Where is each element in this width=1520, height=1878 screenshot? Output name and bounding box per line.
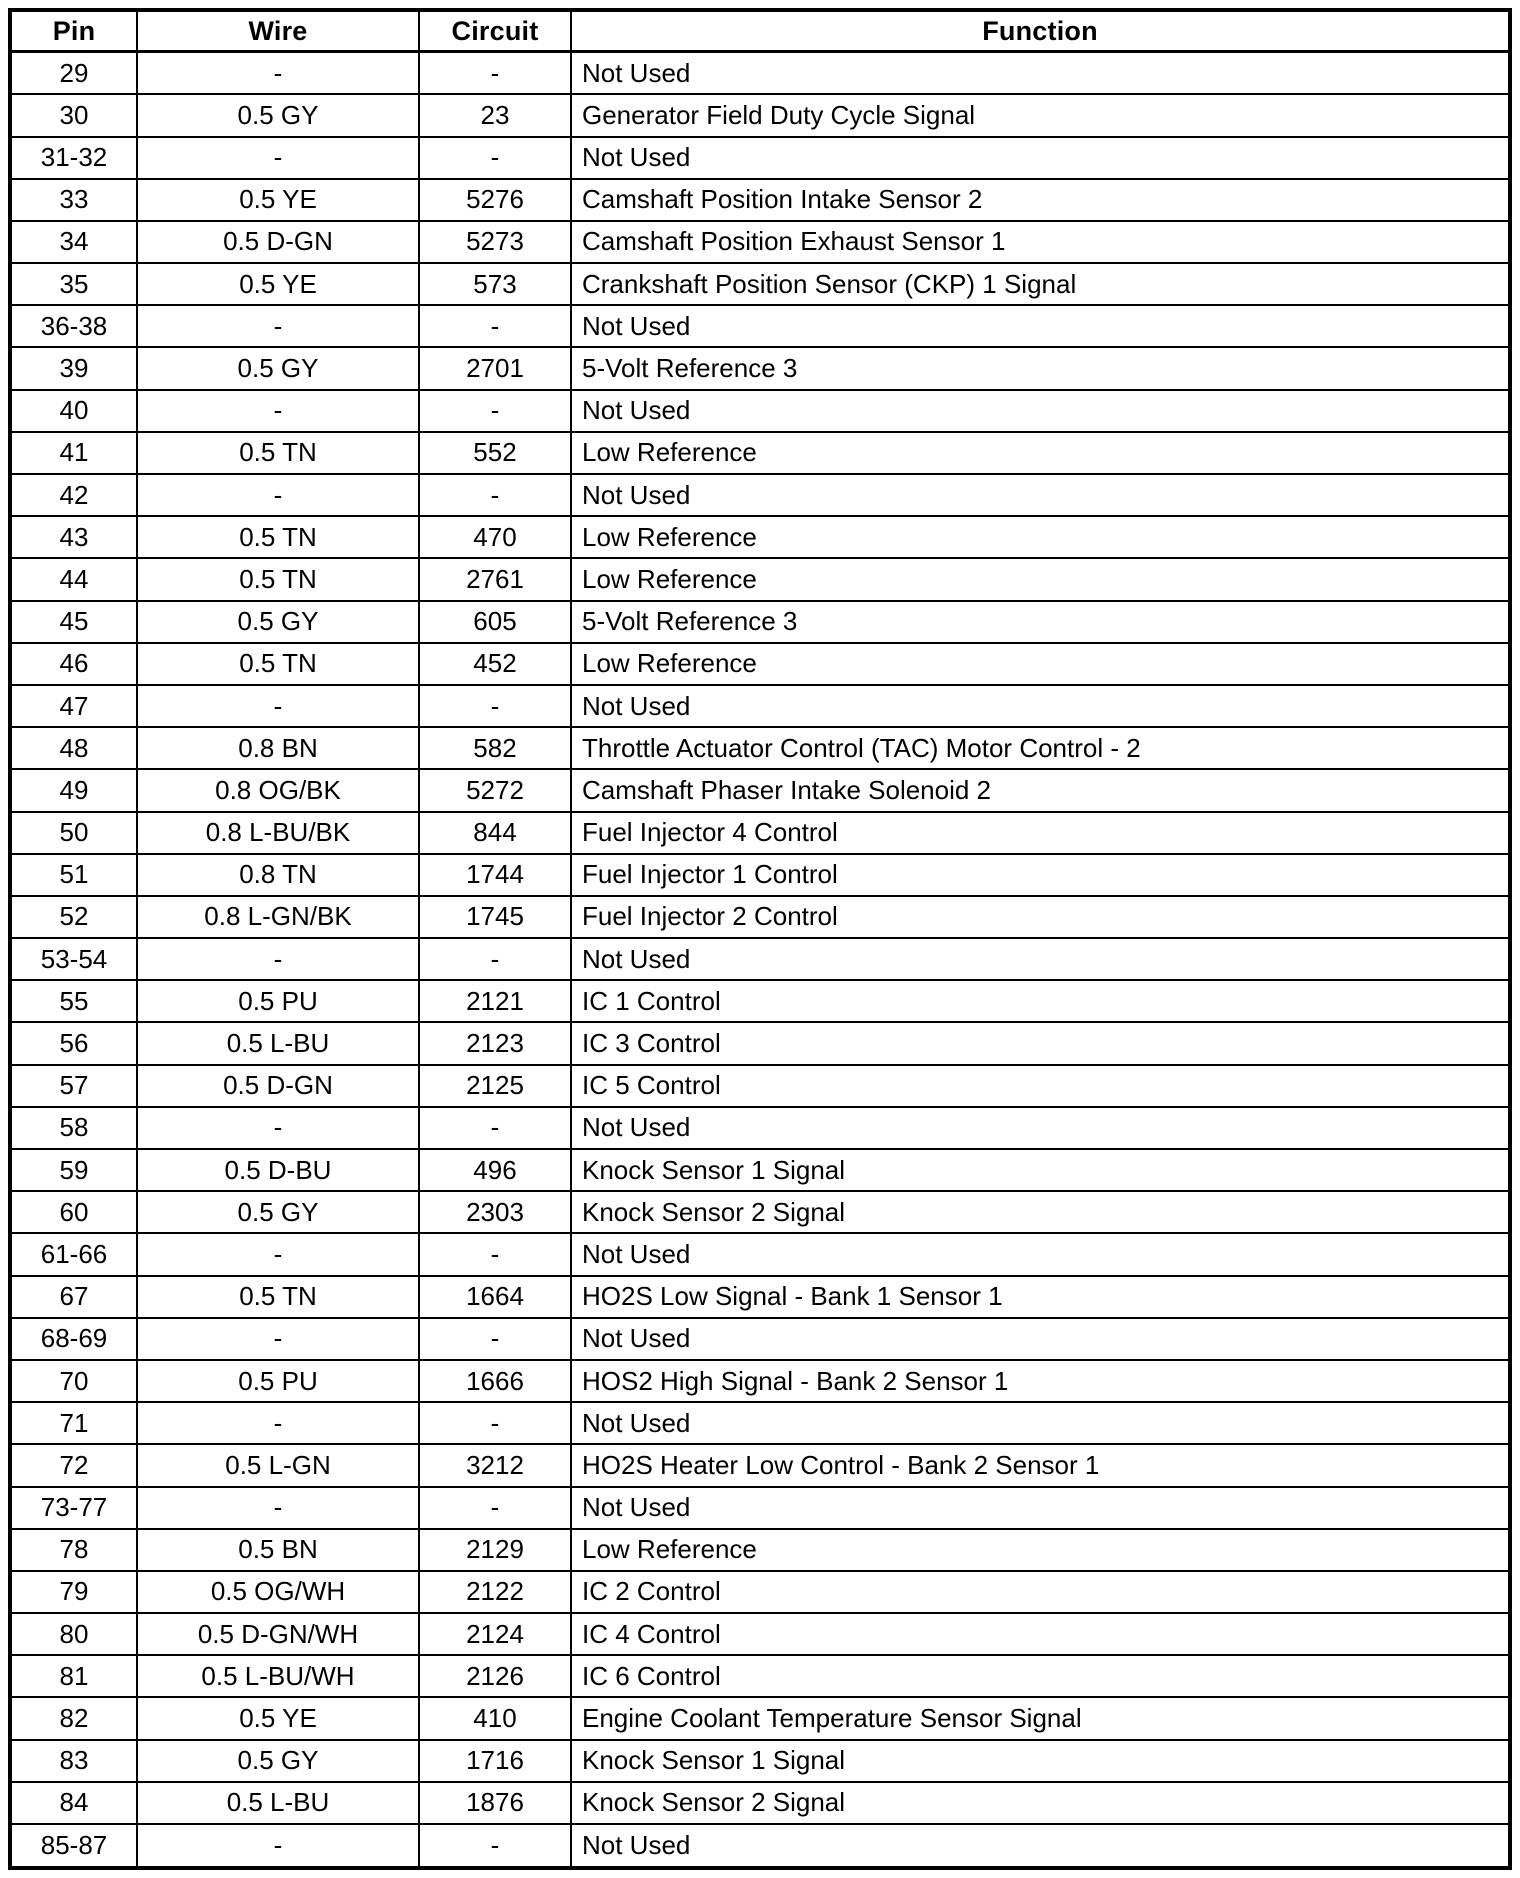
table-row: [10, 390, 1510, 432]
pin-cell: 81: [10, 1655, 137, 1697]
circuit-cell: 470: [419, 516, 571, 558]
function-cell: Engine Coolant Temperature Sensor Signal: [571, 1697, 1510, 1739]
pin-cell: 40: [10, 390, 137, 432]
wire-cell: 0.5 BN: [137, 1529, 419, 1571]
circuit-cell: 410: [419, 1697, 571, 1739]
wire-cell: 0.5 TN: [137, 558, 419, 600]
table-row: [10, 474, 1510, 516]
circuit-cell: -: [419, 1107, 571, 1149]
table-row: [10, 305, 1510, 347]
pin-cell: 80: [10, 1613, 137, 1655]
table-row: [10, 938, 1510, 980]
wire-cell: 0.8 BN: [137, 727, 419, 769]
function-cell: Low Reference: [571, 516, 1510, 558]
circuit-cell: 23: [419, 94, 571, 136]
wire-cell: 0.5 OG/WH: [137, 1571, 419, 1613]
wire-cell: 0.5 D-GN/WH: [137, 1613, 419, 1655]
function-cell: Knock Sensor 2 Signal: [571, 1782, 1510, 1824]
table-row: [10, 1740, 1510, 1782]
column-header-wire: Wire: [137, 10, 419, 52]
circuit-cell: -: [419, 938, 571, 980]
function-cell: Camshaft Phaser Intake Solenoid 2: [571, 769, 1510, 811]
function-cell: Not Used: [571, 390, 1510, 432]
pin-cell: 50: [10, 812, 137, 854]
pin-cell: 73-77: [10, 1487, 137, 1529]
wire-cell: 0.5 GY: [137, 1740, 419, 1782]
function-cell: Not Used: [571, 1487, 1510, 1529]
table-row: [10, 1107, 1510, 1149]
pin-cell: 67: [10, 1276, 137, 1318]
wire-cell: -: [137, 1318, 419, 1360]
pinout-table: [8, 8, 1512, 1870]
table-row: [10, 52, 1510, 95]
pin-cell: 59: [10, 1149, 137, 1191]
table-row: [10, 516, 1510, 558]
column-header-function: Function: [571, 10, 1510, 52]
table-row: [10, 221, 1510, 263]
table-row: [10, 812, 1510, 854]
function-cell: 5-Volt Reference 3: [571, 347, 1510, 389]
wire-cell: 0.8 L-GN/BK: [137, 896, 419, 938]
function-cell: Not Used: [571, 1824, 1510, 1868]
function-cell: Not Used: [571, 938, 1510, 980]
function-cell: Not Used: [571, 1107, 1510, 1149]
table-row: [10, 980, 1510, 1022]
function-cell: Not Used: [571, 685, 1510, 727]
pin-cell: 41: [10, 432, 137, 474]
wire-cell: -: [137, 1487, 419, 1529]
function-cell: Crankshaft Position Sensor (CKP) 1 Signal: [571, 263, 1510, 305]
pin-cell: 56: [10, 1022, 137, 1064]
table-row: [10, 1571, 1510, 1613]
function-cell: Camshaft Position Intake Sensor 2: [571, 179, 1510, 221]
table-row: [10, 685, 1510, 727]
circuit-cell: -: [419, 305, 571, 347]
pin-cell: 46: [10, 643, 137, 685]
pin-cell: 51: [10, 854, 137, 896]
function-cell: Not Used: [571, 1318, 1510, 1360]
function-cell: Low Reference: [571, 432, 1510, 474]
table-row: [10, 1782, 1510, 1824]
circuit-cell: 5276: [419, 179, 571, 221]
pin-cell: 34: [10, 221, 137, 263]
function-cell: Fuel Injector 4 Control: [571, 812, 1510, 854]
table-row: [10, 179, 1510, 221]
circuit-cell: 5272: [419, 769, 571, 811]
circuit-cell: 552: [419, 432, 571, 474]
table-row: [10, 601, 1510, 643]
pin-cell: 31-32: [10, 137, 137, 179]
pin-cell: 72: [10, 1444, 137, 1486]
function-cell: Not Used: [571, 1402, 1510, 1444]
function-cell: Knock Sensor 2 Signal: [571, 1191, 1510, 1233]
table-row: [10, 769, 1510, 811]
circuit-cell: 2303: [419, 1191, 571, 1233]
function-cell: HO2S Heater Low Control - Bank 2 Sensor 1: [571, 1444, 1510, 1486]
wire-cell: -: [137, 1107, 419, 1149]
wire-cell: -: [137, 1824, 419, 1868]
function-cell: Fuel Injector 2 Control: [571, 896, 1510, 938]
table-row: [10, 1276, 1510, 1318]
function-cell: Knock Sensor 1 Signal: [571, 1740, 1510, 1782]
table-body: [10, 52, 1510, 1869]
circuit-cell: 582: [419, 727, 571, 769]
pin-cell: 58: [10, 1107, 137, 1149]
header-row: [10, 10, 1510, 52]
wire-cell: 0.5 D-GN: [137, 221, 419, 263]
table-row: [10, 1022, 1510, 1064]
table-row: [10, 643, 1510, 685]
pin-cell: 52: [10, 896, 137, 938]
circuit-cell: 2126: [419, 1655, 571, 1697]
pin-cell: 39: [10, 347, 137, 389]
wire-cell: -: [137, 685, 419, 727]
table-row: [10, 1824, 1510, 1868]
function-cell: Not Used: [571, 137, 1510, 179]
table-row: [10, 1233, 1510, 1275]
function-cell: Low Reference: [571, 643, 1510, 685]
function-cell: Low Reference: [571, 558, 1510, 600]
wire-cell: -: [137, 305, 419, 347]
circuit-cell: -: [419, 1402, 571, 1444]
circuit-cell: -: [419, 1487, 571, 1529]
pin-cell: 29: [10, 52, 137, 95]
wire-cell: 0.5 TN: [137, 432, 419, 474]
table-row: [10, 1402, 1510, 1444]
column-header-circuit: Circuit: [419, 10, 571, 52]
circuit-cell: 2701: [419, 347, 571, 389]
circuit-cell: 605: [419, 601, 571, 643]
pin-cell: 57: [10, 1065, 137, 1107]
table-row: [10, 263, 1510, 305]
pin-cell: 48: [10, 727, 137, 769]
table-row: [10, 854, 1510, 896]
wire-cell: 0.5 TN: [137, 643, 419, 685]
wire-cell: -: [137, 1233, 419, 1275]
circuit-cell: 1744: [419, 854, 571, 896]
pin-cell: 85-87: [10, 1824, 137, 1868]
function-cell: IC 4 Control: [571, 1613, 1510, 1655]
function-cell: Camshaft Position Exhaust Sensor 1: [571, 221, 1510, 263]
table-row: [10, 1655, 1510, 1697]
pin-cell: 79: [10, 1571, 137, 1613]
table-row: [10, 727, 1510, 769]
wire-cell: -: [137, 1402, 419, 1444]
table-row: [10, 432, 1510, 474]
circuit-cell: -: [419, 52, 571, 95]
pin-cell: 53-54: [10, 938, 137, 980]
table-row: [10, 1360, 1510, 1402]
function-cell: IC 6 Control: [571, 1655, 1510, 1697]
column-header-pin: Pin: [10, 10, 137, 52]
function-cell: Not Used: [571, 474, 1510, 516]
function-cell: HO2S Low Signal - Bank 1 Sensor 1: [571, 1276, 1510, 1318]
wire-cell: 0.8 OG/BK: [137, 769, 419, 811]
wire-cell: -: [137, 137, 419, 179]
wire-cell: 0.5 L-BU: [137, 1022, 419, 1064]
wire-cell: 0.5 PU: [137, 980, 419, 1022]
wire-cell: -: [137, 390, 419, 432]
circuit-cell: 1664: [419, 1276, 571, 1318]
circuit-cell: 3212: [419, 1444, 571, 1486]
pin-cell: 61-66: [10, 1233, 137, 1275]
pin-cell: 60: [10, 1191, 137, 1233]
function-cell: IC 2 Control: [571, 1571, 1510, 1613]
pin-cell: 71: [10, 1402, 137, 1444]
wire-cell: -: [137, 474, 419, 516]
circuit-cell: 452: [419, 643, 571, 685]
table-row: [10, 137, 1510, 179]
wire-cell: 0.5 GY: [137, 347, 419, 389]
circuit-cell: -: [419, 474, 571, 516]
circuit-cell: -: [419, 1233, 571, 1275]
function-cell: 5-Volt Reference 3: [571, 601, 1510, 643]
wire-cell: 0.5 TN: [137, 516, 419, 558]
function-cell: Fuel Injector 1 Control: [571, 854, 1510, 896]
function-cell: Low Reference: [571, 1529, 1510, 1571]
table-row: [10, 1697, 1510, 1739]
pin-cell: 35: [10, 263, 137, 305]
wire-cell: 0.5 L-GN: [137, 1444, 419, 1486]
table-row: [10, 1613, 1510, 1655]
wire-cell: 0.5 L-BU: [137, 1782, 419, 1824]
circuit-cell: -: [419, 137, 571, 179]
table-row: [10, 1487, 1510, 1529]
table-row: [10, 1529, 1510, 1571]
function-cell: Knock Sensor 1 Signal: [571, 1149, 1510, 1191]
pin-cell: 55: [10, 980, 137, 1022]
wire-cell: 0.5 TN: [137, 1276, 419, 1318]
table-row: [10, 347, 1510, 389]
function-cell: Generator Field Duty Cycle Signal: [571, 94, 1510, 136]
pin-cell: 42: [10, 474, 137, 516]
table-row: [10, 1444, 1510, 1486]
wire-cell: 0.5 YE: [137, 263, 419, 305]
function-cell: IC 1 Control: [571, 980, 1510, 1022]
pin-cell: 33: [10, 179, 137, 221]
circuit-cell: 1876: [419, 1782, 571, 1824]
circuit-cell: 2761: [419, 558, 571, 600]
wire-cell: 0.5 D-GN: [137, 1065, 419, 1107]
table-row: [10, 1149, 1510, 1191]
pin-cell: 44: [10, 558, 137, 600]
circuit-cell: -: [419, 685, 571, 727]
table-row: [10, 1191, 1510, 1233]
circuit-cell: 573: [419, 263, 571, 305]
circuit-cell: 5273: [419, 221, 571, 263]
pin-cell: 47: [10, 685, 137, 727]
circuit-cell: 2123: [419, 1022, 571, 1064]
function-cell: IC 5 Control: [571, 1065, 1510, 1107]
circuit-cell: 844: [419, 812, 571, 854]
wire-cell: 0.5 YE: [137, 1697, 419, 1739]
circuit-cell: 1716: [419, 1740, 571, 1782]
table-row: [10, 94, 1510, 136]
wire-cell: 0.5 L-BU/WH: [137, 1655, 419, 1697]
circuit-cell: 2121: [419, 980, 571, 1022]
pin-cell: 83: [10, 1740, 137, 1782]
circuit-cell: 2125: [419, 1065, 571, 1107]
wire-cell: 0.5 YE: [137, 179, 419, 221]
function-cell: Not Used: [571, 52, 1510, 95]
function-cell: Not Used: [571, 1233, 1510, 1275]
table-row: [10, 1318, 1510, 1360]
pin-cell: 36-38: [10, 305, 137, 347]
wire-cell: -: [137, 938, 419, 980]
table-row: [10, 896, 1510, 938]
table-row: [10, 1065, 1510, 1107]
wire-cell: 0.5 GY: [137, 601, 419, 643]
circuit-cell: 2124: [419, 1613, 571, 1655]
pin-cell: 68-69: [10, 1318, 137, 1360]
circuit-cell: -: [419, 390, 571, 432]
wire-cell: -: [137, 52, 419, 95]
circuit-cell: 2122: [419, 1571, 571, 1613]
wire-cell: 0.5 D-BU: [137, 1149, 419, 1191]
function-cell: Throttle Actuator Control (TAC) Motor Control - 2: [571, 727, 1510, 769]
wire-cell: 0.8 L-BU/BK: [137, 812, 419, 854]
pin-cell: 84: [10, 1782, 137, 1824]
wire-cell: 0.5 GY: [137, 94, 419, 136]
pin-cell: 30: [10, 94, 137, 136]
circuit-cell: 1666: [419, 1360, 571, 1402]
circuit-cell: 496: [419, 1149, 571, 1191]
circuit-cell: 1745: [419, 896, 571, 938]
circuit-cell: -: [419, 1318, 571, 1360]
wire-cell: 0.5 GY: [137, 1191, 419, 1233]
wire-cell: 0.8 TN: [137, 854, 419, 896]
pin-cell: 82: [10, 1697, 137, 1739]
function-cell: Not Used: [571, 305, 1510, 347]
pin-cell: 45: [10, 601, 137, 643]
circuit-cell: -: [419, 1824, 571, 1868]
pin-cell: 49: [10, 769, 137, 811]
pin-cell: 70: [10, 1360, 137, 1402]
pin-cell: 43: [10, 516, 137, 558]
function-cell: IC 3 Control: [571, 1022, 1510, 1064]
table-row: [10, 558, 1510, 600]
wire-cell: 0.5 PU: [137, 1360, 419, 1402]
pin-cell: 78: [10, 1529, 137, 1571]
circuit-cell: 2129: [419, 1529, 571, 1571]
function-cell: HOS2 High Signal - Bank 2 Sensor 1: [571, 1360, 1510, 1402]
